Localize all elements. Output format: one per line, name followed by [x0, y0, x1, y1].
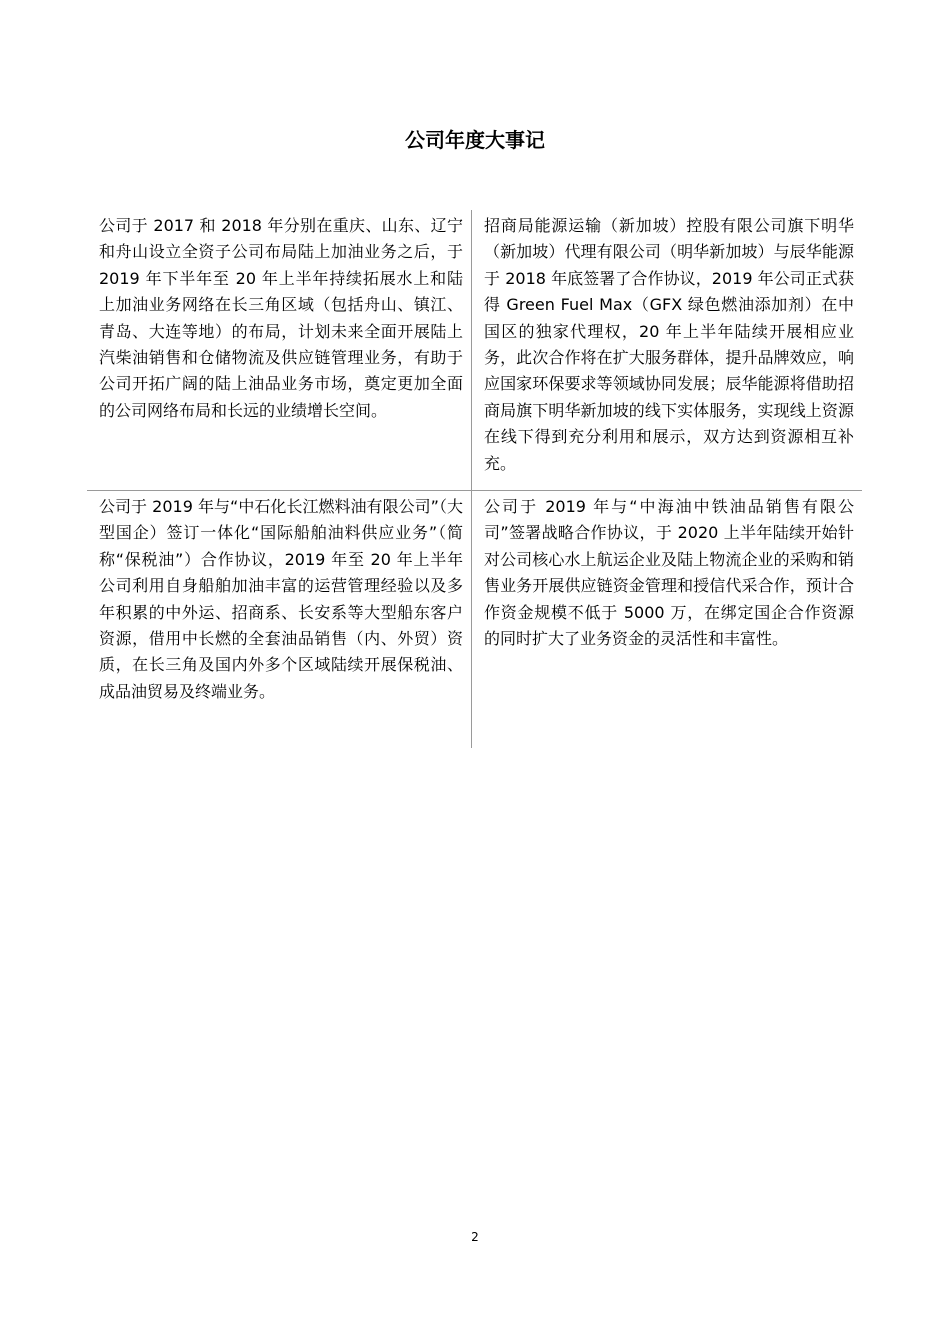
event-cell-inland-network: 公司于 2017 和 2018 年分别在重庆、山东、辽宁和舟山设立全资子公司布局陆上加油业务之后，于 2019 年下半年至 20 年上半年持续拓展水上和陆上加油业务网络在长三角区域（包括舟山、镇江、青岛、大连等地）的布局，计划未来全面开展陆上汽柴油销售和仓储物流及供应链管理业务，有助于公司开拓广阔的陆上油品业务市场，奠定更加全面的公司网络布局和长远的业绩增长空间。 [87, 210, 472, 490]
events-table [87, 210, 862, 748]
page-title: 公司年度大事记 [405, 128, 545, 152]
event-cell-gfx-agency: 招商局能源运输（新加坡）控股有限公司旗下明华（新加坡）代理有限公司（明华新加坡）与辰华能源于 2018 年底签署了合作协议，2019 年公司正式获得 Green Fuel Max（GFX 绿色燃油添加剂）在中国区的独家代理权，20 年上半年陆续开展相应业务，此次合作将在扩大服务群体，提升品牌效应，响应国家环保要求等领域协同发展；辰华能源将借助招商局旗下明华新加坡的线下实体服务，实现线上资源在线下得到充分利用和展示，双方达到资源相互补充。 [484, 216, 854, 473]
event-cell-supply-chain-finance: 公司于 2019 年与“中海油中铁油品销售有限公司”签署战略合作协议，于 2020 上半年陆续开始针对公司核心水上航运企业及陆上物流企业的采购和销售业务开展供应链资金管理和授信代采合作，预计合作资金规模不低于 5000 万，在绑定国企合作资源的同时扩大了业务资金的灵活性和丰富性。 [472, 490, 862, 748]
event-cell-bonded-fuel: 公司于 2019 年与“中石化长江燃料油有限公司”（大型国企）签订一体化“国际船舶油料供应业务”（简称“保税油”）合作协议，2019 年至 20 年上半年公司利用自身船舶加油丰富的运营管理经验以及多年积累的中外运、招商系、长安系等大型船东客户资源，借用中长燃的全套油品销售（内、外贸）资质，在长三角及国内外多个区域陆续开展保税油、成品油贸易及终端业务。 [87, 490, 472, 748]
page-number: 2 [471, 1230, 479, 1244]
